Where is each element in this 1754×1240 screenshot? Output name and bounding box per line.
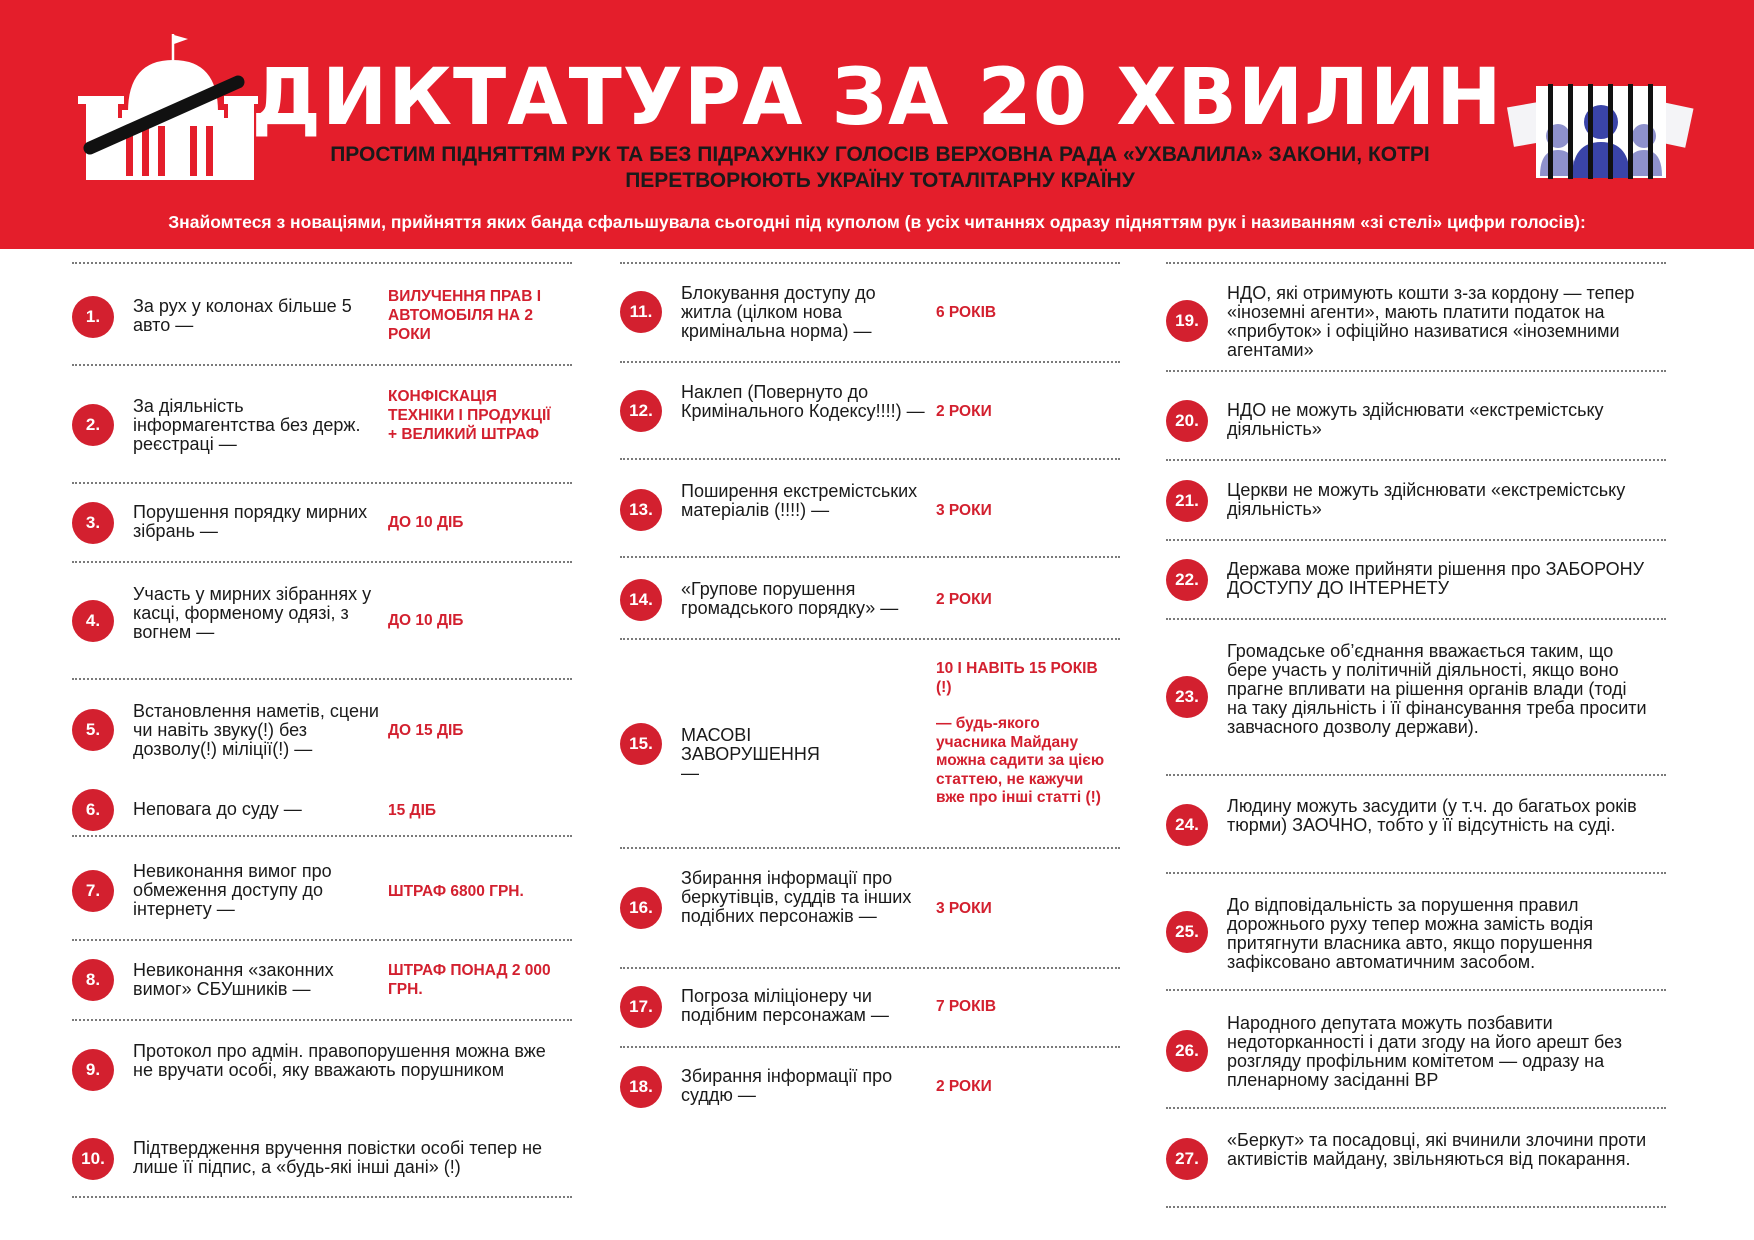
dotted-divider (1166, 370, 1666, 372)
item-text: МАСОВІ ЗАВОРУШЕННЯ — (681, 725, 820, 783)
item-number: 17. (620, 986, 662, 1028)
item-text: Порушення порядку мирних зібрань — (133, 502, 368, 541)
item-number: 6. (72, 789, 114, 831)
intro-text: Знайомтеся з новаціями, прийняття яких банда сфальшувала сьогодні під куполом (в усіх читаннях одразу підняттям рук і називанням «зі стелі» цифри голосів): (168, 212, 1586, 232)
dotted-divider (620, 847, 1120, 849)
dotted-divider (1166, 539, 1666, 541)
item-text: «Беркут» та посадовці, які вчинили злочини проти активістів майдану, звільняються від покарання. (1227, 1130, 1647, 1169)
item-number: 22. (1166, 559, 1208, 601)
item-text: Держава може прийняти рішення про ЗАБОРОНУ ДОСТУПУ ДО ІНТЕРНЕТУ (1227, 559, 1645, 598)
dotted-divider (72, 939, 572, 941)
item-text: «Групове порушення громадського порядку» — (681, 579, 899, 618)
dotted-divider (72, 262, 572, 264)
item-penalty: 3 РОКИ (936, 502, 992, 519)
item-number: 19. (1166, 300, 1208, 342)
item-penalty: ДО 10 ДІБ (388, 514, 464, 531)
item-penalty: 15 ДІБ (388, 802, 437, 819)
item-number: 8. (72, 959, 114, 1001)
item-text: Встановлення наметів, сцени чи навіть звуку(!) без дозволу(!) міліції(!) — (133, 701, 379, 759)
dotted-divider (1166, 618, 1666, 620)
item-number: 9. (72, 1049, 114, 1091)
item-number: 10. (72, 1138, 114, 1180)
item-text: Погроза міліціонеру чи подібним персонажам — (681, 986, 889, 1025)
item-text: Протокол про адмін. правопорушення можна вже не вручати особі, яку вважають порушником (133, 1041, 546, 1080)
page-title: ДИКТАТУРА ЗА 20 ХВИЛИН (251, 53, 1503, 143)
item-penalty-note: — будь-якого учасника Майдану можна садити за цією статтею, не кажучи вже про інші статті (!) (936, 715, 1105, 806)
item-penalty: ШТРАФ ПОНАД 2 000 ГРН. (388, 962, 551, 998)
item-number: 7. (72, 870, 114, 912)
item-number: 25. (1166, 911, 1208, 953)
item-number: 13. (620, 489, 662, 531)
item-text: Церкви не можуть здійснювати «екстремістську діяльність» (1227, 480, 1626, 519)
item-number: 2. (72, 404, 114, 446)
item-number: 24. (1166, 804, 1208, 846)
item-number: 4. (72, 600, 114, 642)
item-number: 16. (620, 887, 662, 929)
item-number: 14. (620, 579, 662, 621)
dotted-divider (1166, 989, 1666, 991)
item-text: НДО не можуть здійснювати «екстремістську діяльність» (1227, 400, 1604, 439)
item-penalty: ВИЛУЧЕННЯ ПРАВ І АВТОМОБІЛЯ НА 2 РОКИ (388, 288, 542, 343)
item-text: Неповага до суду — (133, 799, 302, 819)
item-text: Народного депутата можуть позбавити недоторканності і дати згоду на його арешт без розгляду профільним комітетом — одразу на пленарному засіданні ВР (1227, 1013, 1623, 1090)
item-number: 23. (1166, 676, 1208, 718)
item-number: 3. (72, 502, 114, 544)
item-penalty: 2 РОКИ (936, 1078, 992, 1095)
item-penalty: 2 РОКИ (936, 403, 992, 420)
item-penalty: КОНФІСКАЦІЯ ТЕХНІКИ І ПРОДУКЦІЇ + ВЕЛИКИЙ ШТРАФ (388, 388, 551, 443)
dotted-divider (620, 1046, 1120, 1048)
dotted-divider (620, 556, 1120, 558)
item-number: 27. (1166, 1138, 1208, 1180)
item-text: За рух у колонах більше 5 авто — (133, 296, 352, 335)
item-text: Блокування доступу до житла (цілком нова кримінальна норма) — (681, 283, 876, 341)
item-text: Збирання інформації про суддю — (681, 1066, 893, 1105)
dotted-divider (1166, 1206, 1666, 1208)
dotted-divider (72, 364, 572, 366)
item-text: Підтвердження вручення повістки особі тепер не лише її підпис, а «будь-які інші дані» (!) (133, 1138, 543, 1177)
dotted-divider (1166, 872, 1666, 874)
item-penalty: 10 І НАВІТЬ 15 РОКІВ (!) (936, 660, 1098, 696)
item-penalty: 7 РОКІВ (936, 998, 997, 1015)
item-text: Участь у мирних зібраннях у касці, форменому одязі, з вогнем — (133, 584, 372, 642)
dotted-divider (1166, 774, 1666, 776)
item-text: До відповідальність за порушення правил дорожнього руху тепер можна замість водія притягнути власника авто, якщо порушення зафіксовано автоматичним засобом. (1227, 895, 1594, 972)
dotted-divider (72, 1019, 572, 1021)
dotted-divider (72, 1196, 572, 1198)
dotted-divider (620, 967, 1120, 969)
item-number: 11. (620, 291, 662, 333)
item-text: Наклеп (Повернуто до Кримінального Кодексу!!!!) — (681, 382, 925, 421)
item-text: Поширення екстремістських матеріалів (!!!!) — (681, 481, 918, 520)
dotted-divider (620, 361, 1120, 363)
dotted-divider (620, 458, 1120, 460)
item-text: Збирання інформації про беркутівців, суддів та інших подібних персонажів — (681, 868, 912, 926)
dotted-divider (1166, 459, 1666, 461)
item-text: Громадське об’єднання вважається таким, що бере участь у політичній діяльності, якщо воно прагне впливати на рішення органів влади (тоді на таку діяльність і її фінансування треба просити завчасного дозволу держави). (1227, 641, 1647, 737)
item-text: За діяльність інформагентства без держ. реєстраці — (133, 396, 361, 454)
item-number: 1. (72, 296, 114, 338)
item-penalty: ШТРАФ 6800 ГРН. (388, 883, 524, 900)
item-text: НДО, які отримують кошти з-за кордону — тепер «іноземні агенти», мають платити податок на «прибуток» і офіційно називатися «іноземними агентами» (1227, 283, 1635, 360)
item-number: 18. (620, 1066, 662, 1108)
page-subtitle: ПРОСТИМ ПІДНЯТТЯМ РУК ТА БЕЗ ПІДРАХУНКУ ГОЛОСІВ ВЕРХОВНА РАДА «УХВАЛИЛА» ЗАКОНИ, КОТРІ ПЕРЕТВОРЮЮТЬ УКРАЇНУ ТОТАЛІТАРНУ КРАЇНУ (330, 143, 1430, 192)
item-number: 15. (620, 723, 662, 765)
item-penalty: 6 РОКІВ (936, 304, 997, 321)
item-text: Невиконання вимог про обмеження доступу до інтернету — (133, 861, 332, 919)
dotted-divider (72, 835, 572, 837)
item-number: 5. (72, 709, 114, 751)
header-banner (0, 0, 1754, 249)
dotted-divider (620, 638, 1120, 640)
dotted-divider (1166, 1107, 1666, 1109)
item-penalty: ДО 15 ДІБ (388, 722, 464, 739)
item-text: Невиконання «законних вимог» СБУшників — (133, 960, 334, 999)
dotted-divider (1166, 262, 1666, 264)
item-penalty: 2 РОКИ (936, 591, 992, 608)
item-number: 12. (620, 390, 662, 432)
item-penalty: 3 РОКИ (936, 900, 992, 917)
item-number: 21. (1166, 480, 1208, 522)
item-number: 20. (1166, 400, 1208, 442)
dotted-divider (72, 482, 572, 484)
item-penalty: ДО 10 ДІБ (388, 612, 464, 629)
item-number: 26. (1166, 1030, 1208, 1072)
dotted-divider (620, 262, 1120, 264)
dotted-divider (72, 561, 572, 563)
dotted-divider (72, 678, 572, 680)
item-text: Людину можуть засудити (у т.ч. до багатьох років тюрми) ЗАОЧНО, тобто у її відсутність на суді. (1227, 796, 1637, 835)
